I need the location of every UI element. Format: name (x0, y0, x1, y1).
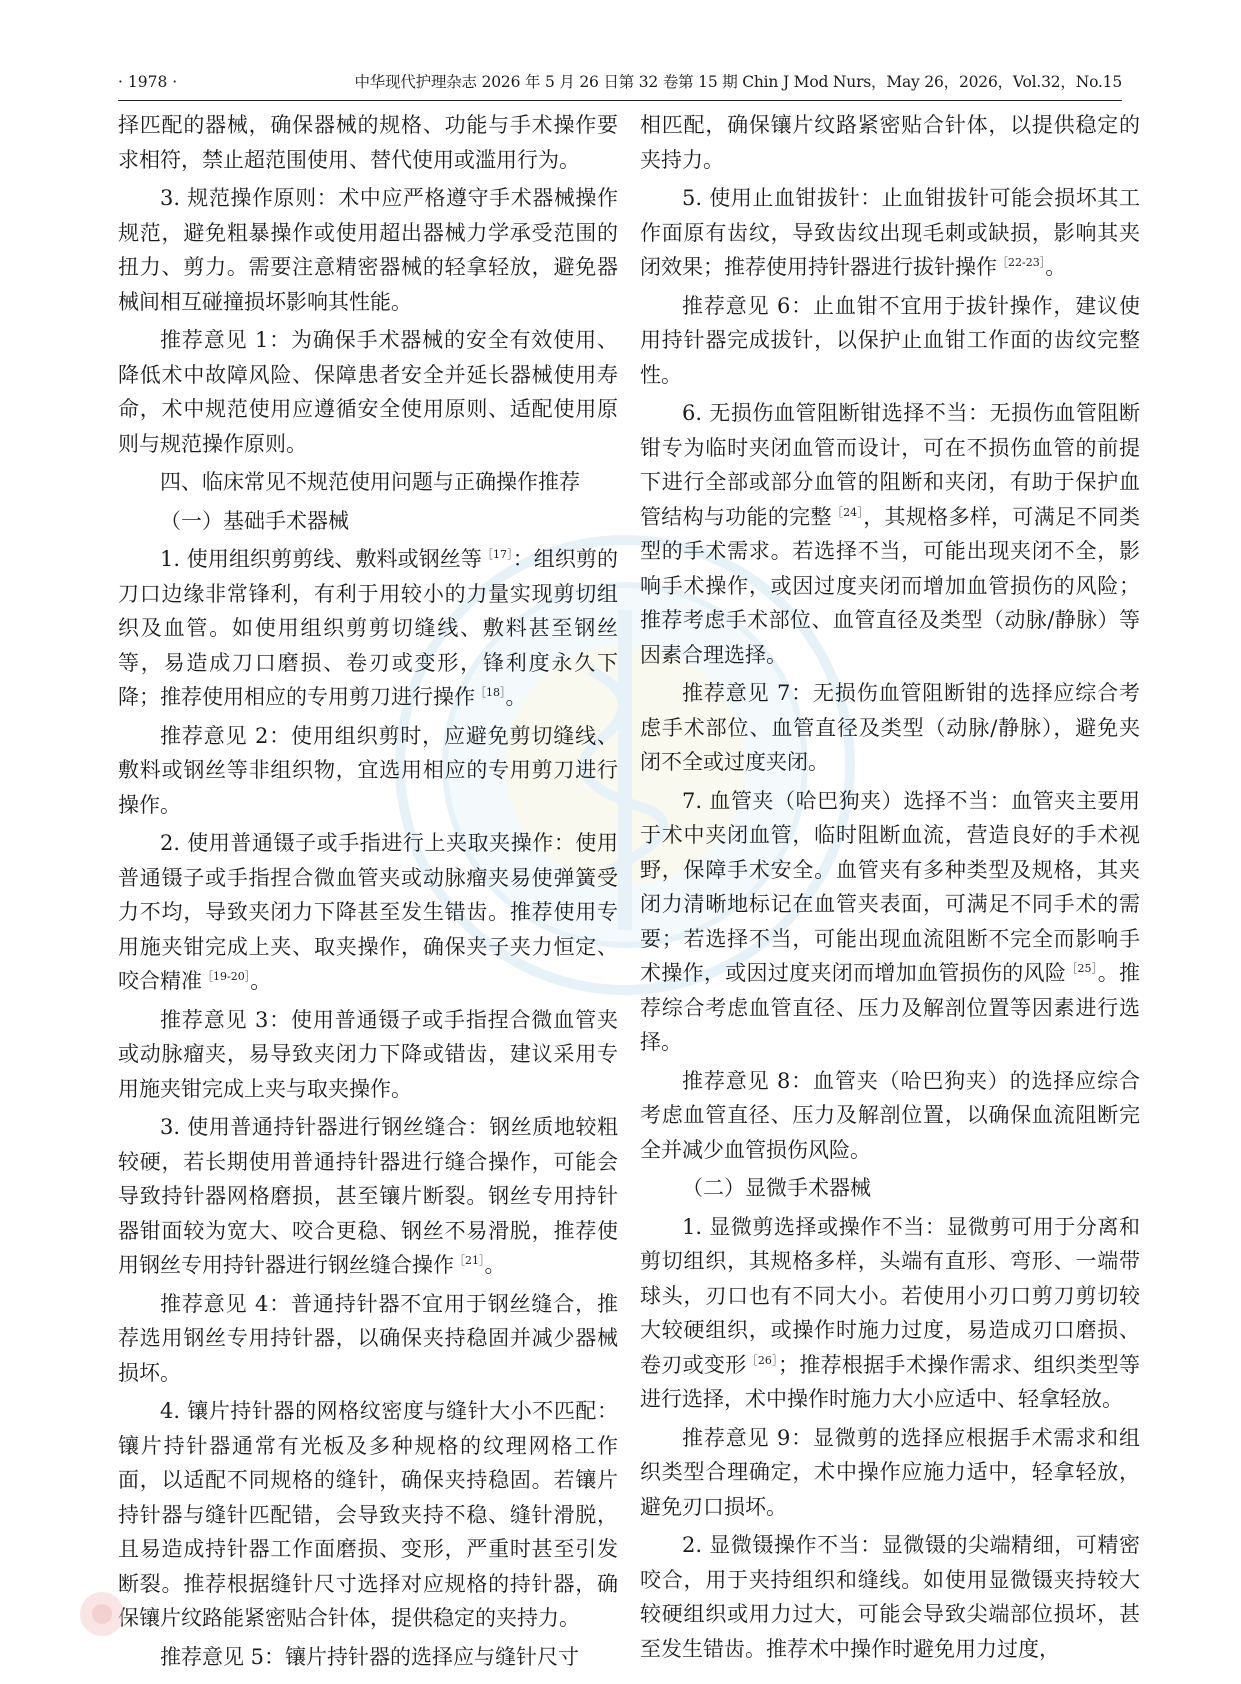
paragraph-text: （二）显微手术器械 (682, 1176, 871, 1200)
paragraph-text: 2. 使用普通镊子或手指进行上夹取夹操作：使用普通镊子或手指捏合微血管夹或动脉瘤夹易使弹簧受力不均，导致夹闭力下降甚至发生错齿。推荐使用专用施夹钳完成上夹、取夹操作，确保夹子夹力恒定、咬合精准 (118, 831, 618, 993)
body-paragraph (118, 1003, 618, 1107)
paragraph-text: 3. 使用普通持针器进行钢丝缝合：钢丝质地较粗较硬，若长期使用普通持针器进行缝合操作，可能会导致持针器网格磨损，甚至镶片断裂。钢丝专用持针器钳面较为宽大、咬合更稳、钢丝不易滑脱，推荐使用钢丝专用持针器进行钢丝缝合操作 (118, 1115, 618, 1277)
paragraph-text: ；推荐根据手术操作需求、组织类型等进行选择，术中操作时施力大小应适中、轻拿轻放。 (640, 1352, 1140, 1411)
body-paragraph (118, 323, 618, 461)
body-paragraph (640, 1528, 1140, 1666)
paragraph-text: 四、临床常见不规范使用问题与正确操作推荐 (160, 470, 580, 494)
citation-ref: ［24］ (831, 505, 864, 519)
body-paragraph (118, 719, 618, 823)
paragraph-text: 相匹配，确保镶片纹路紧密贴合针体，以提供稳定的夹持力。 (640, 113, 1140, 172)
paragraph-text: 推荐意见 5：镶片持针器的选择应与缝针尺寸 (160, 1644, 580, 1669)
paragraph-text: 7. 血管夹（哈巴狗夹）选择不当：血管夹主要用于术中夹闭血管，临时阻断血流，营造良好的手术视野，保障手术安全。血管夹有多种类型及规格，其夹闭力清晰地标记在血管夹表面，可满足不同手术的需要；若选择不当，可能出现血流阻断不完全而影响手术操作，或因过度夹闭而增加血管损伤的风险 (640, 788, 1140, 985)
body-paragraph (118, 108, 618, 177)
body-paragraph (118, 1640, 618, 1675)
body-paragraph (118, 1110, 618, 1283)
section-heading (640, 1171, 1140, 1206)
body-paragraph (640, 1064, 1140, 1168)
paragraph-text: （一）基础手术器械 (160, 508, 349, 533)
paragraph-text: 4. 镶片持针器的网格纹密度与缝针大小不匹配：镶片持针器通常有光板及多种规格的纹理网格工作面，以适配不同规格的缝针，确保夹持稳固。若镶片持针器与缝针匹配错，会导致夹持不稳、缝针滑脱，且易造成持针器工作面磨损、变形，严重时甚至引发断裂。推荐根据缝针尺寸选择对应规格的持针器，确保镶片纹路能紧密贴合针体，提供稳定的夹持力。 (118, 1399, 618, 1630)
citation-ref: ［25］ (1066, 962, 1098, 975)
paragraph-text: 5. 使用止血钳拔针：止血钳拔针可能会损坏其工作面原有齿纹，导致齿纹出现毛刺或缺损，影响其夹闭效果；推荐使用持针器进行拔针操作 (640, 186, 1140, 279)
paragraph-text: 1. 显微剪选择或操作不当：显微剪可用于分离和剪切组织，其规格多样，头端有直形、弯形、一端带球头，刃口也有不同大小。若使用小刃口剪刀剪切较大较硬组织，或操作时施力过度，易造成刃口磨损、卷刃或变形 (640, 1214, 1140, 1377)
body-paragraph (118, 826, 618, 999)
paragraph-text: 推荐意见 2：使用组织剪时，应避免剪切缝线、敷料或钢丝等非组织物，宜选用相应的专用剪刀进行操作。 (118, 723, 618, 817)
citation-ref: ［26］ (746, 1353, 778, 1367)
body-paragraph (640, 108, 1140, 177)
running-header (118, 66, 1122, 101)
section-heading (118, 465, 618, 500)
paragraph-text: 。 (250, 969, 272, 993)
body-paragraph (640, 181, 1140, 285)
right-column (640, 108, 1140, 1670)
paragraph-text: 6. 无损伤血管阻断钳选择不当：无损伤血管阻断钳专为临时夹闭血管而设计，可在不损伤血管的前提下进行全部或部分血管的阻断和夹闭，有助于保护血管结构与功能的完整 (640, 401, 1140, 529)
paragraph-text: 推荐意见 7：无损伤血管阻断钳的选择应综合考虑手术部位、血管直径及类型（动脉/静脉），避免夹闭不全或过度夹闭。 (640, 681, 1140, 774)
citation-ref: ［18］ (475, 686, 506, 699)
body-paragraph (118, 542, 618, 715)
body-paragraph (118, 1394, 618, 1636)
paragraph-text: ，其规格多样，可满足不同类型的手术需求。若选择不当，可能出现夹闭不全，影响手术操作，或因过度夹闭而增加血管损伤的风险；推荐考虑手术部位、血管直径及类型（动脉/静脉）等因素合理选择。 (640, 504, 1140, 667)
paragraph-text: 。 (484, 1253, 506, 1277)
paragraph-text: 。 (505, 685, 527, 709)
paragraph-text: 推荐意见 4：普通持针器不宜用于钢丝缝合，推荐选用钢丝专用持针器，以确保夹持稳固并减少器械损坏。 (118, 1291, 618, 1385)
paragraph-text: 推荐意见 9：显微剪的选择应根据手术需求和组织类型合理确定，术中操作应施力适中，轻拿轻放，避免刃口损坏。 (640, 1425, 1140, 1519)
citation-ref: ［21］ (454, 1254, 485, 1267)
body-paragraph (640, 676, 1140, 780)
body-paragraph (640, 1421, 1140, 1525)
journal-citation: 中华现代护理杂志 2026 年 5 月 26 日第 32 卷第 15 期 Chin J Mod Nurs，May 26，2026，Vol.32，No.15 (354, 73, 1122, 91)
paragraph-text: 推荐意见 8：血管夹（哈巴狗夹）的选择应综合考虑血管直径、压力及解剖位置，以确保血流阻断完全并减少血管损伤风险。 (640, 1068, 1140, 1162)
body-paragraph (118, 181, 618, 319)
body-paragraph (640, 289, 1140, 393)
publisher-logo-icon (78, 1590, 126, 1638)
body-paragraph (640, 396, 1140, 672)
body-paragraph (640, 784, 1140, 1060)
paragraph-text: 择匹配的器械，确保器械的规格、功能与手术操作要求相符，禁止超范围使用、替代使用或滥用行为。 (118, 113, 618, 172)
citation-ref: ［17］ (481, 548, 513, 561)
citation-ref: ［19-20］ (202, 970, 251, 983)
paragraph-text: 。推荐综合考虑血管直径、压力及解剖位置等因素进行选择。 (640, 961, 1140, 1054)
paragraph-text: 推荐意见 3：使用普通镊子或手指捏合微血管夹或动脉瘤夹，易导致夹闭力下降或错齿，建议采用专用施夹钳完成上夹与取夹操作。 (118, 1007, 618, 1101)
paragraph-text: 。 (1045, 255, 1067, 279)
paragraph-text: 1. 使用组织剪剪线、敷料或钢丝等 (160, 547, 482, 571)
left-column (118, 108, 618, 1678)
paragraph-text: 3. 规范操作原则：术中应严格遵守手术器械操作规范，避免粗暴操作或使用超出器械力学承受范围的扭力、剪力。需要注意精密器械的轻拿轻放，避免器械间相互碰撞损坏影响其性能。 (118, 186, 618, 314)
body-paragraph (118, 1287, 618, 1391)
paragraph-text: 推荐意见 6：止血钳不宜用于拔针操作，建议使用持针器完成拔针，以保护止血钳工作面的齿纹完整性。 (640, 293, 1140, 387)
body-paragraph (640, 1210, 1140, 1417)
page-number: · 1978 · (118, 73, 178, 91)
section-heading (118, 504, 618, 539)
paragraph-text: 2. 显微镊操作不当：显微镊的尖端精细，可精密咬合，用于夹持组织和缝线。如使用显微镊夹持较大较硬组织或用力过大，可能会导致尖端部位损坏，甚至发生错齿。推荐术中操作时避免用力过度， (640, 1533, 1140, 1661)
paragraph-text: ：组织剪的刀口边缘非常锋利，有利于用较小的力量实现剪切组织及血管。如使用组织剪剪切缝线、敷料甚至钢丝等，易造成刀口磨损、卷刃或变形，锋利度永久下降；推荐使用相应的专用剪刀进行操作 (118, 547, 619, 709)
citation-ref: ［22-23］ (997, 256, 1046, 269)
paragraph-text: 推荐意见 1：为确保手术器械的安全有效使用、降低术中故障风险、保障患者安全并延长器械使用寿命，术中规范使用应遵循安全使用原则、适配使用原则与规范操作原则。 (118, 328, 618, 456)
